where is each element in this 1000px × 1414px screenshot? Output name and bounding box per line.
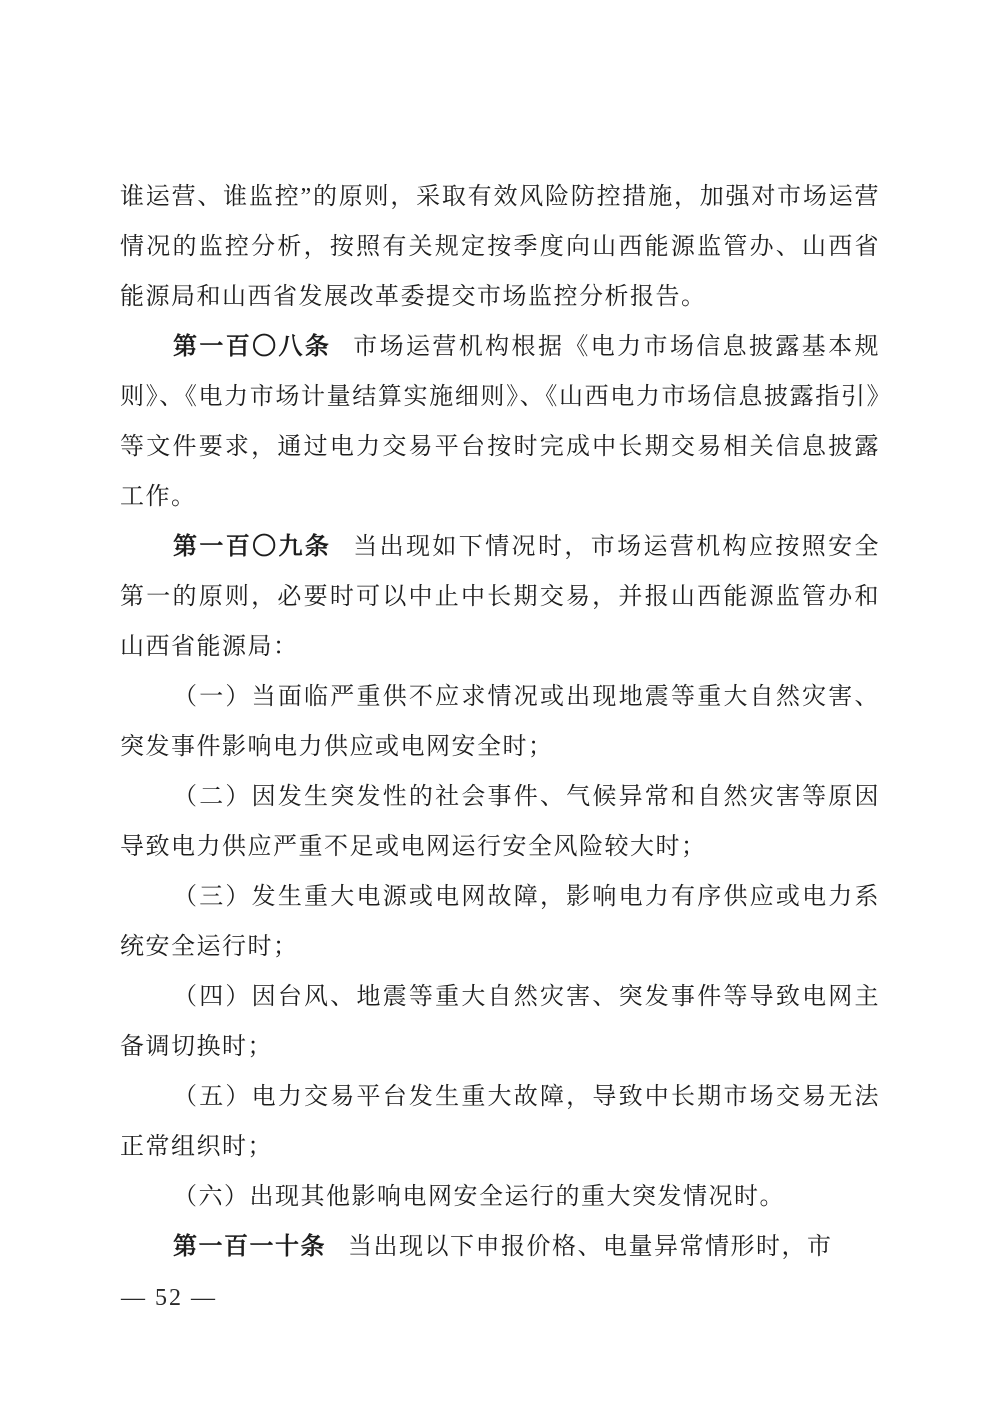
article-number: 第一百一十条	[173, 1234, 326, 1260]
list-item-5	[120, 1072, 880, 1172]
list-item-text: （三）发生重大电源或电网故障，影响电力有序供应或电力系统安全运行时；	[120, 884, 880, 960]
list-item-text: （五）电力交易平台发生重大故障，导致中长期市场交易无法正常组织时；	[120, 1084, 880, 1160]
list-item-3	[120, 872, 880, 972]
paragraph-continuation	[120, 172, 880, 322]
article-number: 第一百〇八条	[173, 334, 332, 360]
list-item-2	[120, 772, 880, 872]
list-item-text: （四）因台风、地震等重大自然灾害、突发事件等导致电网主备调切换时；	[120, 984, 880, 1060]
paragraph-text: 当出现如下情况时，市场运营机构应按照安全第一的原则，必要时可以中止中长期交易，并报山西能源监管办和山西省能源局：	[120, 534, 880, 660]
list-item-4	[120, 972, 880, 1072]
list-item-1	[120, 672, 880, 772]
list-item-text: （二）因发生突发性的社会事件、气候异常和自然灾害等原因导致电力供应严重不足或电网运行安全风险较大时；	[120, 784, 880, 860]
article-number: 第一百〇九条	[173, 534, 332, 560]
list-item-text: （一）当面临严重供不应求情况或出现地震等重大自然灾害、突发事件影响电力供应或电网安全时；	[120, 684, 880, 760]
paragraph-article-108	[120, 322, 880, 522]
document-body	[120, 172, 880, 1272]
paragraph-text: 当出现以下申报价格、电量异常情形时，市	[348, 1234, 833, 1260]
paragraph-article-109	[120, 522, 880, 672]
list-item-6	[120, 1172, 880, 1222]
page-number: — 52 —	[121, 1285, 217, 1311]
paragraph-article-110	[120, 1222, 880, 1272]
paragraph-text: 市场运营机构根据《电力市场信息披露基本规则》、《电力市场计量结算实施细则》、《山西电力市场信息披露指引》等文件要求，通过电力交易平台按时完成中长期交易相关信息披露工作。	[120, 334, 880, 510]
list-item-text: （六）出现其他影响电网安全运行的重大突发情况时。	[173, 1184, 785, 1210]
paragraph-text: 谁运营、谁监控”的原则，采取有效风险防控措施，加强对市场运营情况的监控分析，按照有关规定按季度向山西能源监管办、山西省能源局和山西省发展改革委提交市场监控分析报告。	[120, 184, 880, 310]
